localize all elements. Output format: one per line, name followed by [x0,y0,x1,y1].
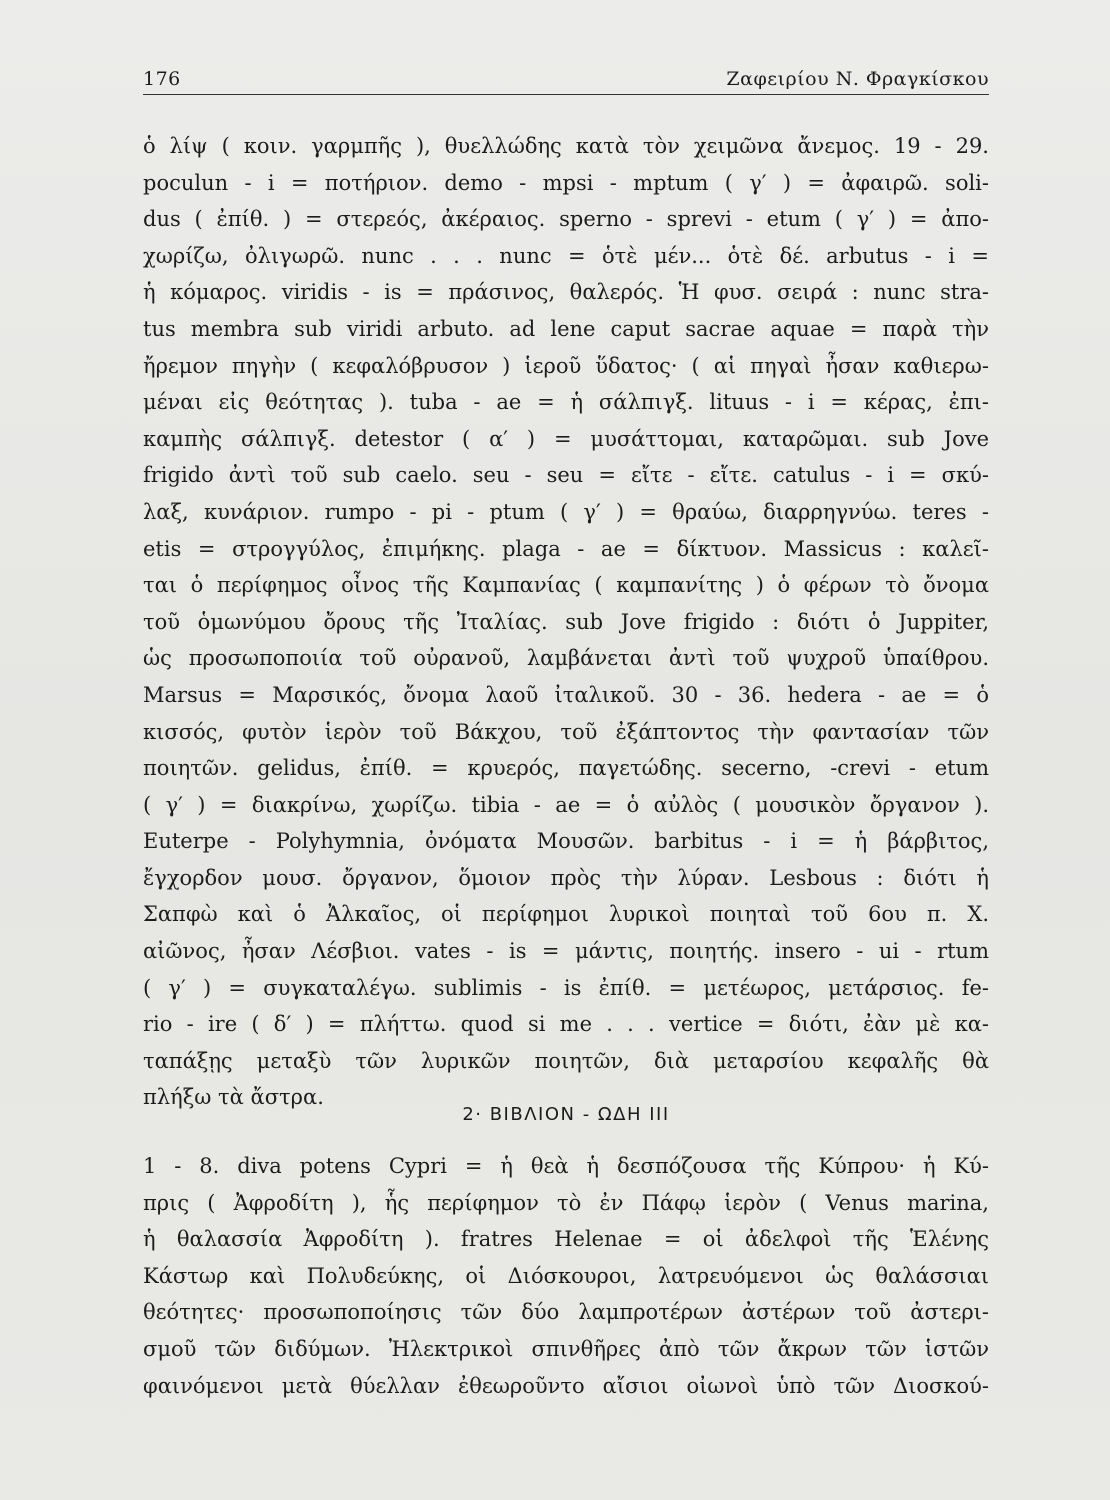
text-line: φαινόμενοι μετὰ θύελλαν ἐθεωροῦντο αἴσιοι οἰωνοὶ ὑπὸ τῶν Διοσκού- [143,1373,989,1398]
text-line: ἡ κόμαρος. viridis - is = πράσινος, θαλερός. Ἡ φυσ. σειρά : nunc stra- [143,280,989,305]
text-line: ( γ′ ) = συγκαταλέγω. sublimis - is ἐπίθ. = μετέωρος, μετάρσιος. fe- [143,975,989,1000]
text-line: rio - ire ( δ′ ) = πλήττω. quod si me . . . vertice = διότι, ἐὰν μὲ κα- [143,1012,989,1037]
text-line: καμπὴς σάλπιγξ. detestor ( α′ ) = μυσάττομαι, καταρῶμαι. sub Jove [143,426,989,451]
text-line: πλήξω τὰ ἄστρα. [143,1085,324,1110]
page-header [143,62,989,95]
text-line: ἡ θαλασσία Ἀφροδίτη ). fratres Helenae = οἱ ἀδελφοὶ τῆς Ἑλένης [143,1227,989,1252]
text-line: Σαπφὼ καὶ ὁ Ἀλκαῖος, οἱ περίφημοι λυρικοὶ ποιηταὶ τοῦ 6ου π. Χ. [143,902,989,927]
section-heading: 2· ΒΙΒΛΙΟΝ - ΩΔΗ III [462,1104,670,1125]
page-number: 176 [143,68,181,90]
text-line: Euterpe - Polyhymnia, ὀνόματα Μουσῶν. barbitus - i = ἡ βάρβιτος, [143,829,989,854]
text-line: μέναι εἰς θεότητας ). tuba - ae = ἡ σάλπιγξ. lituus - i = κέρας, ἐπι- [143,390,989,415]
text-line: θεότητες· προσωποποίησις τῶν δύο λαμπροτέρων ἀστέρων τοῦ ἀστερι- [143,1300,989,1325]
text-line: ἔγχορδον μουσ. ὄργανον, ὅμοιον πρὸς τὴν λύραν. Lesbous : διότι ἡ [143,865,989,890]
text-line: frigido ἀντὶ τοῦ sub caelo. seu - seu = εἴτε - εἴτε. catulus - i = σκύ- [143,463,989,488]
text-line: etis = στρογγύλος, ἐπιμήκης. plaga - ae = δίκτυον. Massicus : καλεῖ- [143,536,989,561]
text-line: τοῦ ὁμωνύμου ὄρους τῆς Ἰταλίας. sub Jove frigido : διότι ὁ Juppiter, [143,609,989,634]
text-line: χωρίζω, ὀλιγωρῶ. nunc . . . nunc = ὁτὲ μέν... ὁτὲ δέ. arbutus - i = [143,243,989,268]
text-line: ἤρεμον πηγὴν ( κεφαλόβρυσον ) ἱεροῦ ὕδατος· ( αἱ πηγαὶ ἦσαν καθιερω- [143,353,989,378]
text-line: dus ( ἐπίθ. ) = στερεός, ἀκέραιος. sperno - sprevi - etum ( γ′ ) = ἀπο- [143,207,989,232]
text-line: 1 - 8. diva potens Cypri = ἡ θεὰ ἡ δεσπόζουσα τῆς Κύπρου· ἡ Κύ- [143,1154,989,1178]
text-line: ταπάξῃς μεταξὺ τῶν λυρικῶν ποιητῶν, διὰ μεταρσίου κεφαλῆς θὰ [143,1048,989,1073]
text-line: ποιητῶν. gelidus, ἐπίθ. = κρυερός, παγετώδης. secerno, -crevi - etum [143,756,989,781]
commentary-paragraph-ode-3 [143,1148,989,1404]
text-line: αἰῶνος, ἦσαν Λέσβιοι. vates - is = μάντις, ποιητής. insero - ui - rtum [143,939,989,964]
text-line: κισσός, φυτὸν ἱερὸν τοῦ Βάκχου, τοῦ ἐξάπτοντος τὴν φαντασίαν τῶν [143,719,989,744]
text-line: σμοῦ τῶν διδύμων. Ἠλεκτρικοὶ σπινθῆρες ἀπὸ τῶν ἄκρων τῶν ἱστῶν [143,1336,989,1361]
text-line: ὁ λίψ ( κοιν. γαρμπῆς ), θυελλώδης κατὰ τὸν χειμῶνα ἄνεμος. 19 - 29. [143,134,989,158]
text-line: ( γ′ ) = διακρίνω, χωρίζω. tibia - ae = ὁ αὐλὸς ( μουσικὸν ὄργανον ). [143,792,989,817]
text-line: λαξ, κυνάριον. rumpo - pi - ptum ( γ′ ) = θραύω, διαρρηγνύω. teres - [143,499,989,524]
text-line: Marsus = Μαρσικός, ὄνομα λαοῦ ἰταλικοῦ. 30 - 36. hedera - ae = ὁ [143,682,989,707]
text-line: πρις ( Ἀφροδίτη ), ἧς περίφημον τὸ ἐν Πάφῳ ἱερὸν ( Venus marina, [143,1190,989,1215]
commentary-paragraph [143,128,989,1116]
text-line: poculun - i = ποτήριον. demo - mpsi - mptum ( γ′ ) = ἀφαιρῶ. soli- [143,170,989,195]
text-line: tus membra sub viridi arbuto. ad lene caput sacrae aquae = παρὰ τὴν [143,316,989,341]
text-line: Κάστωρ καὶ Πολυδεύκης, οἱ Διόσκουροι, λατρευόμενοι ὡς θαλάσσιαι [143,1263,989,1288]
text-line: ται ὁ περίφημος οἶνος τῆς Καμπανίας ( καμπανίτης ) ὁ φέρων τὸ ὄνομα [143,573,989,598]
text-line: ὡς προσωποποιία τοῦ οὐρανοῦ, λαμβάνεται ἀντὶ τοῦ ψυχροῦ ὑπαίθρου. [143,646,989,671]
running-head: Ζαφειρίου Ν. Φραγκίσκου [726,68,989,90]
